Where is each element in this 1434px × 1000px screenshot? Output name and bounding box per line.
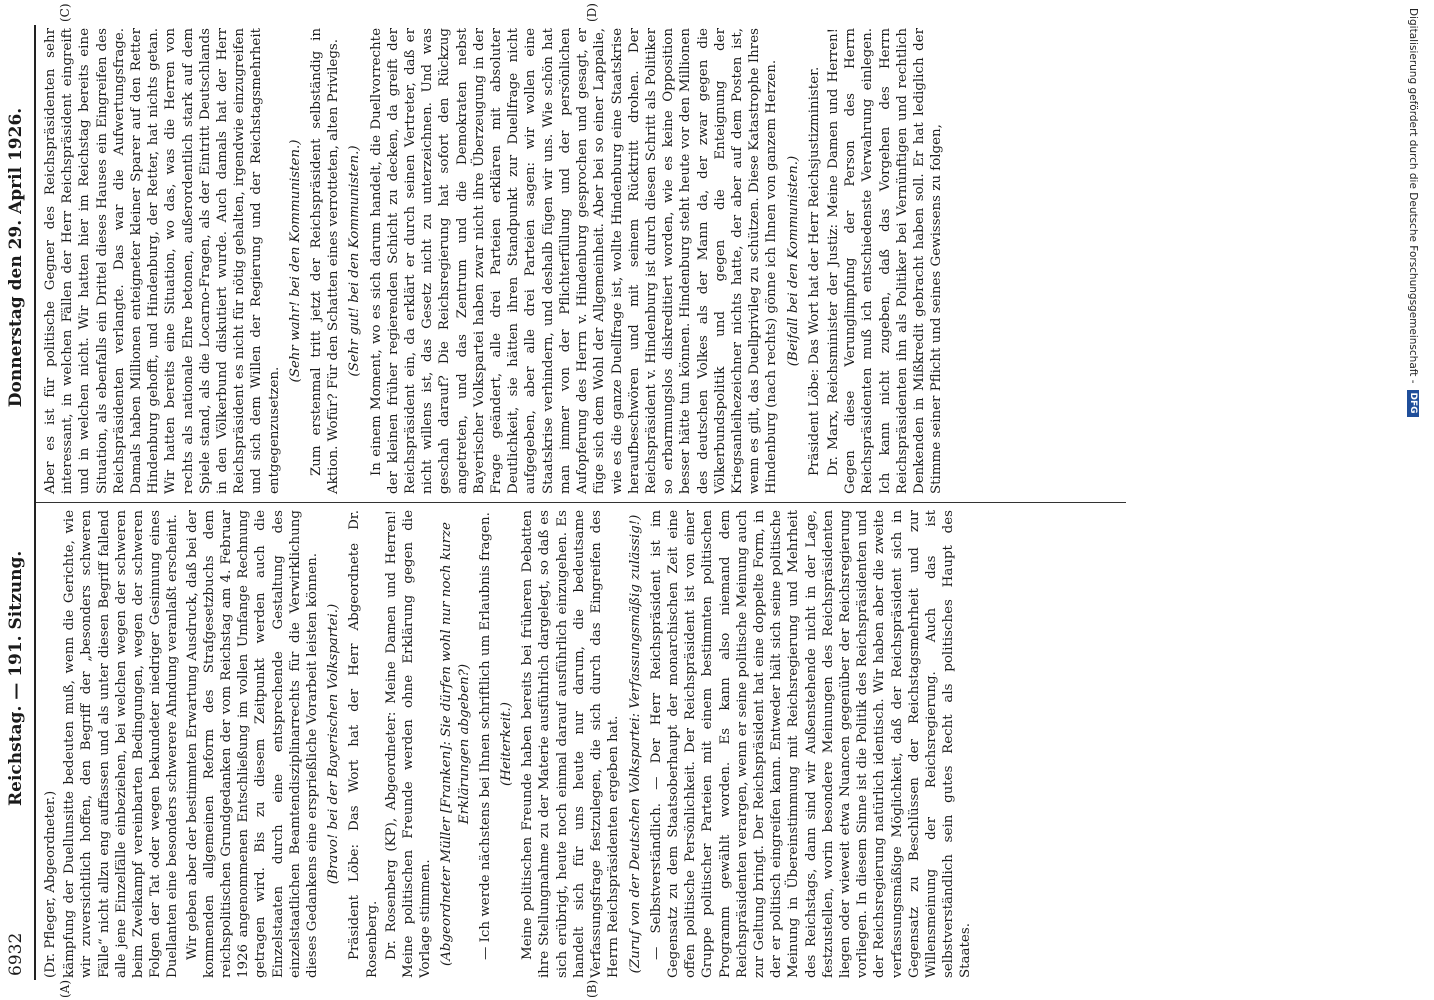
running-head-left bbox=[6, 521, 30, 976]
interjection: (Abgeordneter Müller [Franken]: Sie dürfen wohl nur noch kurze Erklärungen abgeben?) bbox=[439, 522, 472, 966]
column-divider bbox=[36, 502, 1126, 503]
paragraph: Zum erstenmal tritt jetzt der Reichspräsident selbständig in Aktion. Wofür? Für den Schatten eines verrotteten, alten Privilegs. bbox=[309, 28, 342, 494]
right-column bbox=[42, 28, 947, 494]
paragraph: Aber es ist für politische Gegner des Reichspräsidenten sehr interessant, in welchen Fällen der Herr Reichspräsident eingreift und in welchen nicht. Wir hatten hier im Reichstag bereits eine Situation, als ebenfalls ein Drittel dieses Hauses ein Eingreifen des Reichspräsidenten verlangte. Das war die Aufwertungsfrage. Damals haben Millionen enteigneter kleiner Sparer auf den Retter Hindenburg gehofft, und Hindenburg, der Retter, hat nichts getan. Wir hatten bereits eine Situation, wo das, was die Herren von rechts als nationale Ehre betonen, außerordentlich stark auf dem Spiele stand, als die Locarno-Fragen, als der Eintritt Deutschlands in den Völkerbund diskutiert wurde. Auch damals hat der Herr Reichspräsident es nicht für nötig gehalten, irgendwie einzugreifen und sich dem Willen der Regierung und der Reichstagsmehrheit entgegenzusetzen. bbox=[43, 28, 282, 494]
dfg-logo: DFG bbox=[1407, 390, 1419, 417]
interjection: (Sehr wahr! bei den Kommunisten.) bbox=[287, 139, 303, 383]
paragraph: Wir geben aber der bestimmten Erwartung Ausdruck, daß bei der kommenden allgemeinen Reform des Strafgesetzbuchs dem reichspolitischen Grundgedanken der vom Reichstag am 4. Februar 1926 angenommenen Entschließung im vollen Umfange Rechnung getragen wird. Bis zu diesem Zeitpunkt werden auch die Einzelstaaten durch eine entsprechende Gestaltung des einzelstaatlichen Beamtendisziplinarrechts für die Verwirklichung dieses Gedankens eine ersprießliche Vorarbeit leisten können. bbox=[184, 510, 321, 978]
paragraph: Präsident Löbe: Das Wort hat der Herr Abgeordnete Dr. Rosenberg. bbox=[347, 510, 380, 978]
paragraph: Präsident Löbe: Das Wort hat der Herr Reichsjustizminister. bbox=[806, 66, 822, 476]
paragraph: Dr. Marx, Reichsminister der Justiz: Meine Damen und Herren! Gegen diese Verunglimpfung der Person des Herrn Reichspräsidenten muß ich entschiedenste Verwahrung einlegen. Ich kann nicht zugeben, daß das Vorgehen des Herrn Reichspräsidenten ihn als Politiker bei Vernünftigen und rechtlich Denkenden in Mißkredit gebracht haben soll. Er hat lediglich der Stimme seiner Pflicht und seines Gewissens zu folgen, bbox=[825, 28, 945, 494]
credit-text: Digitalisierung gefördert durch die Deutsche Forschungsgemeinschaft - bbox=[1407, 8, 1419, 384]
paragraph: Dr. Rosenberg (KP), Abgeordneter: Meine Damen und Herren! Meine politischen Freunde werden ohne Erklärung gegen die Vorlage stimmen. bbox=[383, 510, 434, 978]
interjection: (Beifall bei den Kommunisten.) bbox=[785, 155, 801, 367]
paragraph: — Selbstverständlich. — Der Herr Reichspräsident ist im Gegensatz zu dem Staatsoberhaupt der monarchischen Zeit eine offen politische Persönlichkeit. Der Reichspräsident ist von einer Gruppe politischer Parteien mit einem bestimmten politischen Programm gewählt worden. Es kann also niemand dem Reichspräsidenten verargen, wenn er seine politische Meinung auch zur Geltung bringt. Der Reichspräsident hat eine doppelte Form, in der er politisch eingreifen kann. Entweder hält sich seine politische Meinung in Übereinstimmung mit Reichsregierung und Mehrheit des Reichstags, dann sind wir Außenstehende nicht in der Lage, festzustellen, worin besondere Meinungen des Reichspräsidenten liegen oder wieweit etwa Nuancen gegenüber der Reichsregierung vorliegen. In diesem Sinne ist die Politik des Reichspräsidenten und der Reichsregierung natürlich identisch. Wir haben aber die zweite verfassungsmäßige Möglichkeit, daß der Reichspräsident sich in Gegensatz zu Beschlüssen der Reichstagsmehrheit und zur Willensmeinung der Reichsregierung. Auch das ist selbstverständlich sein gutes Recht als politisches Haupt des Staates. bbox=[648, 510, 974, 978]
interjection: (Heiterkeit.) bbox=[499, 702, 515, 786]
interjection: (Bravo! bei der Bayerischen Volkspartei.) bbox=[326, 603, 342, 885]
margin-label-a: (A) bbox=[58, 979, 72, 998]
margin-label-c: (C) bbox=[58, 3, 72, 22]
paragraph: (Dr. Pfleger, Abgeordneter.) bbox=[43, 790, 58, 978]
interjection: (Zuruf von der Deutschen Volkspartei: Verfassungsmäßig zulässig!) bbox=[627, 514, 643, 974]
paragraph: In einem Moment, wo es sich darum handelt, die Duellvorrechte der kleinen früher regierenden Schicht zu decken, da greift der Reichspräsident ein, da erklärt er durch seinen Vertreter, daß er nicht willens ist, das Gesetz nicht zu unterzeichnen. Und was geschah darauf? Die Reichsregierung hat sofort den Rückzug angetreten, und das Zentrum und die Demokraten nebst Bayerischer Volkspartei haben zwar nicht ihre Überzeugung in der Frage geändert, alle drei Parteien erklären mit absoluter Deutlichkeit, sie hätten ihren Standpunkt zur Duellfrage nicht aufgegeben, aber alle drei Parteien sagen: wir wollen eine Staatskrise verhindern, und deshalb fügen wir uns. Wie schön hat man immer von der Pflichterfüllung und der persönlichen Aufopferung des Herrn v. Hindenburg gesprochen und gesagt, er füge sich dem Wohl der Allgemeinheit. Aber bei so einer Lappalie, wie es die ganze Duellfrage ist, wollte Hindenburg eine Staatskrise heraufbeschwören und mit seinem Rücktritt drohen. Der Reichspräsident v. Hindenburg ist durch diesen Schritt als Politiker so erbarmungslos diskreditiert worden, wie es keine Opposition besser hätte tun können. Hindenburg steht heute vor den Millionen des deutschen Volkes als der Mann da, der zwar gegen die Völkerbundspolitik und gegen die Enteignung der Kriegsanleihezeichner nichts hatte, der aber auf dem Posten ist, wenn es gilt, das Duellprivileg zu schützen. Diese Katastrophe Ihres Hindenburg (nach rechts) gönne ich Ihnen von ganzem Herzen. bbox=[368, 28, 780, 494]
date-title: Donnerstag den 29. April 1926. bbox=[6, 107, 26, 408]
paragraph: — Ich werde nächstens bei Ihnen schriftlich um Erlaubnis fragen. bbox=[477, 512, 493, 960]
page-number: 6932 bbox=[6, 932, 26, 976]
interjection: (Sehr gut! bei den Kommunisten.) bbox=[347, 145, 363, 377]
left-column bbox=[42, 510, 977, 978]
session-title: Reichstag. — 191. Sitzung. bbox=[6, 550, 26, 806]
digitization-credit bbox=[1400, 8, 1426, 998]
paragraph: kämpfung der Duellunsitte bedeuten muß, wenn die Gerichte, wie wir zuversichtlich hoffen, den Begriff der „besonders schweren Fälle“ nicht allzu eng auffassen und als unter diesen Begriff fallend alle jene Einzelfälle einbeziehen, bei welchen wegen der schweren beim Zweikampf vereinbarten Bedingungen, wegen der schweren Folgen der Tat oder wegen bekundeter niedriger Gesinnung eines Duellanten eine besonders schwerere Ahndung veranlaßt erscheint. bbox=[62, 510, 181, 978]
paragraph: Meine politischen Freunde haben bereits bei früheren Debatten ihre Stellungnahme zu der Materie ausführlich dargelegt, so daß es sich erübrigt, heute noch einmal darauf ausführlich einzugehen. Es handelt sich für uns heute nur darum, die bedeutsame Verfassungsfrage festzulegen, die sich durch das Eingreifen des Herrn Reichspräsidenten ergeben hat. bbox=[520, 510, 622, 978]
margin-label-d: (D) bbox=[585, 3, 599, 22]
margin-label-b: (B) bbox=[585, 979, 599, 998]
